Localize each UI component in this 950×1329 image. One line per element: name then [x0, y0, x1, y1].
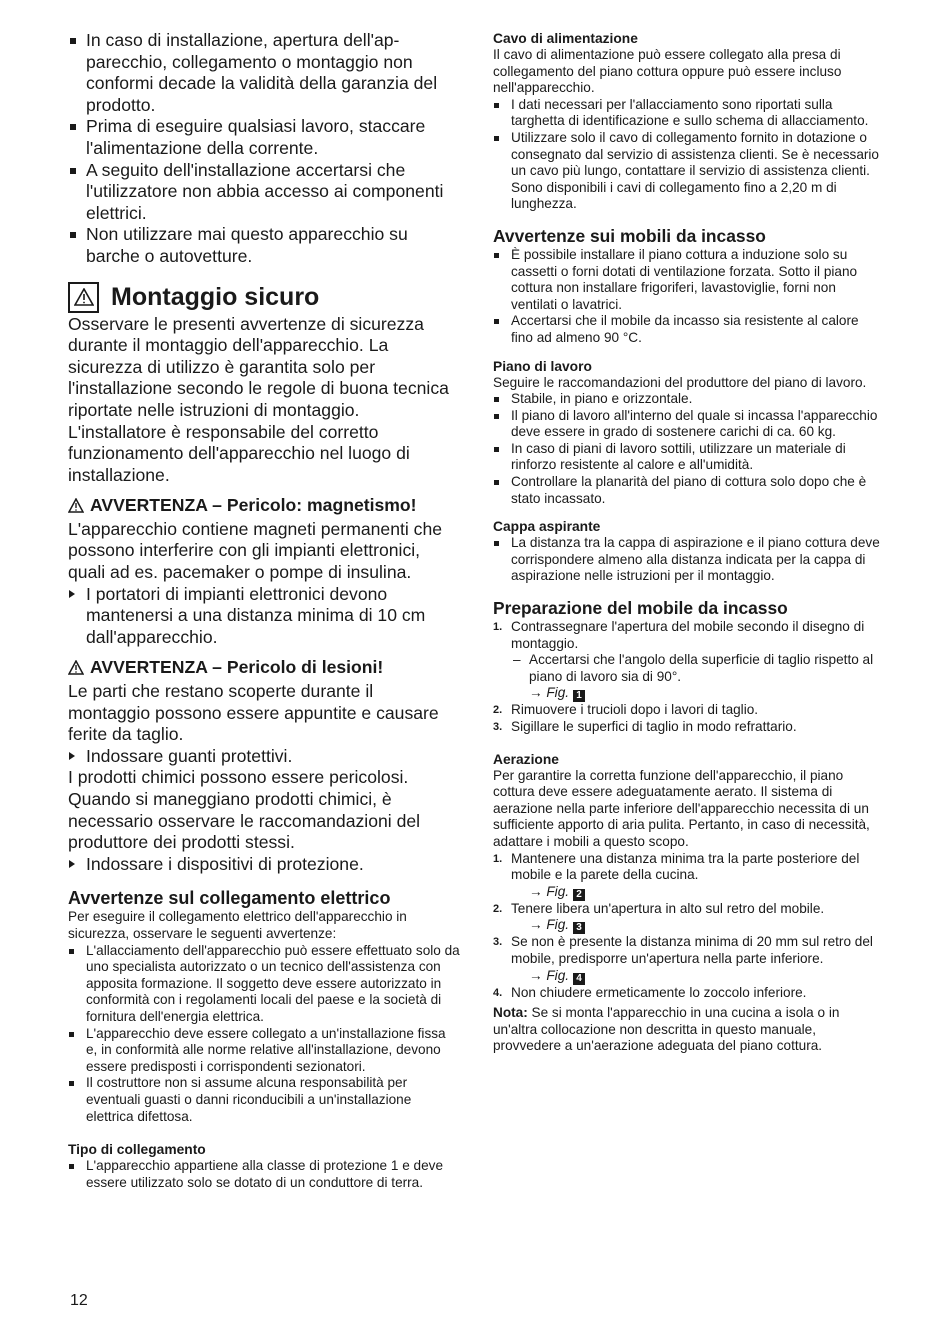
furniture-bullet-list — [493, 247, 883, 347]
bullet-square-icon — [494, 253, 499, 258]
figure-reference: → Fig. 4 — [511, 968, 883, 985]
bullet-square-icon — [494, 447, 499, 452]
action-item: I portatori di impianti elettronici devono mantenersi a una distanza minima di 10 cm dall'apparecchio. — [68, 584, 460, 649]
figure-reference: → Fig. 2 — [511, 884, 883, 901]
bullet-square-icon — [494, 103, 499, 108]
arrow-icon — [69, 752, 75, 760]
bullet-square-icon — [70, 38, 76, 44]
step-number: 4. — [493, 986, 503, 999]
figure-number: 2 — [573, 889, 585, 901]
section-intro: Osservare le presenti avvertenze di sicurezza durante il montaggio dell'apparecchio. La sicurezza di utilizzo è garantita solo per l'installazione secondo le regole di buona tecnica riportate nelle istruzioni di montaggio. L'installatore è responsabile del corretto funzionamento dell'apparecchio nel luogo di installazione. — [68, 313, 449, 485]
warning-magnetism-title: AVVERTENZA – Pericolo: magnetismo! — [68, 495, 460, 519]
action-item: Indossare guanti protettivi. — [68, 746, 460, 768]
note: Nota: Se si monta l'apparecchio in una cucina a isola o in un'altra collocazione non descritta in questo manuale, provvedere a un'aerazione adeguata del piano cottura. — [493, 1005, 840, 1054]
worktop-intro: Seguire le raccomandazioni del produttore del piano di lavoro. — [493, 374, 867, 390]
bullet-square-icon — [494, 136, 499, 141]
step-number: 1. — [493, 852, 503, 865]
intro-bullet-list — [68, 30, 460, 268]
hood-bullet-list — [493, 535, 883, 585]
aeration-steps — [493, 851, 883, 1002]
left-column — [68, 30, 460, 1191]
warning-icon — [68, 497, 84, 519]
list-item: Il piano di lavoro all'interno del quale si incassa l'apparecchio deve essere in grado di sostenere carichi di ca. 60 kg. — [493, 408, 883, 441]
hood-heading: Cappa aspirante — [493, 519, 601, 535]
list-item: 3. Se non è presente la distanza minima di 20 mm sul retro del mobile, predisporre un'apertura nella parte inferiore. → Fig. 4 — [493, 934, 883, 984]
arrow-icon — [69, 590, 75, 598]
section-title: Montaggio sicuro — [111, 283, 320, 312]
step-number: 3. — [493, 936, 503, 949]
list-item: 1. Contrassegnare l'apertura del mobile secondo il disegno di montaggio. – Accertarsi che l'angolo della superficie di taglio rispetto al piano di lavoro sia di 90°. → Fig. 1 — [493, 619, 883, 702]
bullet-square-icon — [69, 1032, 74, 1037]
warning-magnetism-text: L'apparecchio contiene magneti permanenti che possono interferire con gli impianti elettronici, quali ad es. pacemaker o pompe di insulina. — [68, 518, 443, 583]
bullet-square-icon — [494, 397, 499, 402]
arrow-right-icon: → — [529, 917, 543, 933]
connection-bullet-list — [68, 1158, 460, 1191]
figure-number: 1 — [573, 690, 585, 702]
action-item: Indossare i dispositivi di protezione. — [68, 854, 460, 876]
cable-heading: Cavo di alimentazione — [493, 31, 638, 46]
figure-number: 4 — [573, 973, 585, 985]
list-item: Stabile, in piano e orizzontale. — [493, 391, 883, 408]
chemicals-text: I prodotti chimici possono essere pericolosi. Quando si maneggiano prodotti chimici, è necessario osservare le raccomandazioni del produttore dei prodotti stessi. — [68, 767, 421, 853]
bullet-square-icon — [494, 480, 499, 485]
list-item: La distanza tra la cappa di aspirazione e il piano cottura deve corrispondere almeno alla distanza indicata per la cappa di aspirazione nelle istruzioni per il montaggio. — [493, 535, 883, 585]
cable-intro: Il cavo di alimentazione può essere collegato alla presa di collegamento del piano cottura oppure può essere incluso nell'apparecchio. — [493, 47, 842, 96]
list-item: Non utilizzare mai questo apparecchio su barche o autovetture. — [68, 224, 460, 267]
warning-injury-text: Le parti che restano scoperte durante il montaggio possono essere appuntite e causare ferite da taglio. — [68, 681, 439, 745]
warning-icon — [68, 659, 84, 681]
prep-steps — [493, 619, 883, 736]
dash-icon: – — [513, 652, 521, 668]
sub-item: – Accertarsi che l'angolo della superficie di taglio rispetto al piano di lavoro sia di 90°. — [513, 652, 874, 684]
list-item: Controllare la planarità del piano di cottura solo dopo che è stato incassato. — [493, 474, 883, 507]
worktop-heading: Piano di lavoro — [493, 358, 592, 374]
list-item: È possibile installare il piano cottura a induzione solo su cassetti o forni dotati di ventilazione forzata. Sotto il piano cottura non installare frigoriferi, lavastoviglie, forni non ventilati o lavatrici. — [493, 247, 883, 313]
list-item: Prima di eseguire qualsiasi lavoro, staccare l'alimentazione della corrente. — [68, 116, 460, 159]
list-item: 3. Sigillare le superfici di taglio in modo refrattario. — [493, 719, 797, 734]
list-item: In caso di piani di lavoro sottili, utilizzare un materiale di rinforzo resistente al calore e all'umidità. — [493, 441, 883, 474]
list-item: 1. Mantenere una distanza minima tra la parte posteriore del mobile e la parete della cucina. → Fig. 2 — [493, 851, 883, 901]
list-item: L'apparecchio appartiene alla classe di protezione 1 e deve essere utilizzato solo se dotato di un conduttore di terra. — [68, 1158, 460, 1191]
list-item: 4. Non chiudere ermeticamente lo zoccolo inferiore. — [493, 984, 807, 1000]
figure-number: 3 — [573, 922, 585, 934]
list-item: In caso di installazione, apertura dell'apparecchio, collegamento o montaggio non conformi decade la validità della garanzia del prodotto. — [68, 30, 460, 116]
list-item: Il costruttore non si assume alcuna responsabilità per eventuali guasti o danni riconducibili a un'installazione elettrica difettosa. — [68, 1075, 460, 1125]
arrow-right-icon: → — [529, 685, 543, 701]
figure-reference: → Fig. 1 — [511, 685, 883, 702]
list-item: L'apparecchio deve essere collegato a un'installazione fissa e, in conformità alle norme relative all'installazione, devono essere predisposti i corrispondenti sezionatori. — [68, 1026, 460, 1076]
warning-triangle-icon — [68, 282, 99, 313]
bullet-square-icon — [69, 1164, 74, 1169]
list-item: I dati necessari per l'allacciamento sono riportati sulla targhetta di identificazione e sullo schema di allacciamento. — [493, 97, 883, 130]
bullet-square-icon — [70, 232, 76, 238]
section-heading — [68, 282, 460, 313]
step-number: 3. — [493, 721, 503, 733]
bullet-square-icon — [69, 1081, 74, 1086]
bullet-square-icon — [69, 949, 74, 954]
list-item: 2. Tenere libera un'apertura in alto sul retro del mobile. → Fig. 3 — [493, 901, 883, 935]
aeration-intro: Per garantire la corretta funzione dell'apparecchio, il piano cottura deve essere adeguatamente aerato. Il sistema di aerazione nella parte inferiore dell'apparecchio necessita di un sufficiente apporto di aria pulita. Pertanto, in caso di necessità, adattare i mobili a questo scopo. — [493, 767, 870, 849]
bullet-square-icon — [494, 541, 499, 546]
electric-intro: Per eseguire il collegamento elettrico dell'apparecchio in sicurezza, osservare le seguenti avvertenze: — [68, 909, 407, 941]
bullet-square-icon — [494, 319, 499, 324]
aeration-heading: Aerazione — [493, 751, 559, 767]
arrow-right-icon: → — [529, 883, 543, 899]
furniture-heading: Avvertenze sui mobili da incasso — [493, 225, 766, 246]
bullet-square-icon — [494, 414, 499, 419]
connection-heading: Tipo di collegamento — [68, 1142, 206, 1158]
list-item: A seguito dell'installazione accertarsi che l'utilizzatore non abbia accesso ai componenti elettrici. — [68, 160, 460, 225]
page-number: 12 — [70, 1292, 88, 1309]
figure-reference: → Fig. 3 — [511, 917, 883, 934]
prep-heading: Preparazione del mobile da incasso — [493, 598, 788, 619]
list-item: L'allacciamento dell'apparecchio può essere effettuato solo da uno specialista autorizzato o un tecnico dell'assistenza con apposita formazione. Il soggetto deve essere autorizzato in conformità con i regolamenti locali del paese e la società di fornitura dell'energia elettrica. — [68, 943, 460, 1026]
list-item: Utilizzare solo il cavo di collegamento fornito in dotazione o consegnato dal servizio di assistenza clienti. Se è necessario un cavo più lungo, contattare il servizio di assistenza clienti. Sono disponibili i cavi di collegamento fino a 2,20 m di lunghezza. — [493, 130, 883, 213]
electric-bullet-list — [68, 943, 460, 1126]
electric-heading: Avvertenze sul collegamento elettrico — [68, 888, 391, 909]
note-label: Nota: — [493, 1005, 528, 1021]
worktop-bullet-list — [493, 391, 883, 507]
step-number: 2. — [493, 704, 503, 717]
bullet-square-icon — [70, 124, 76, 130]
cable-bullet-list — [493, 97, 883, 213]
arrow-icon — [69, 860, 75, 868]
list-item: 2. Rimuovere i trucioli dopo i lavori di taglio. — [493, 702, 759, 718]
bullet-square-icon — [70, 168, 76, 174]
step-number: 2. — [493, 902, 503, 915]
list-item: Accertarsi che il mobile da incasso sia resistente al calore fino ad almeno 90 °C. — [493, 313, 883, 346]
step-number: 1. — [493, 621, 503, 634]
arrow-right-icon: → — [529, 967, 543, 983]
warning-injury-title: AVVERTENZA – Pericolo di lesioni! — [68, 657, 460, 681]
right-column — [493, 30, 883, 1055]
